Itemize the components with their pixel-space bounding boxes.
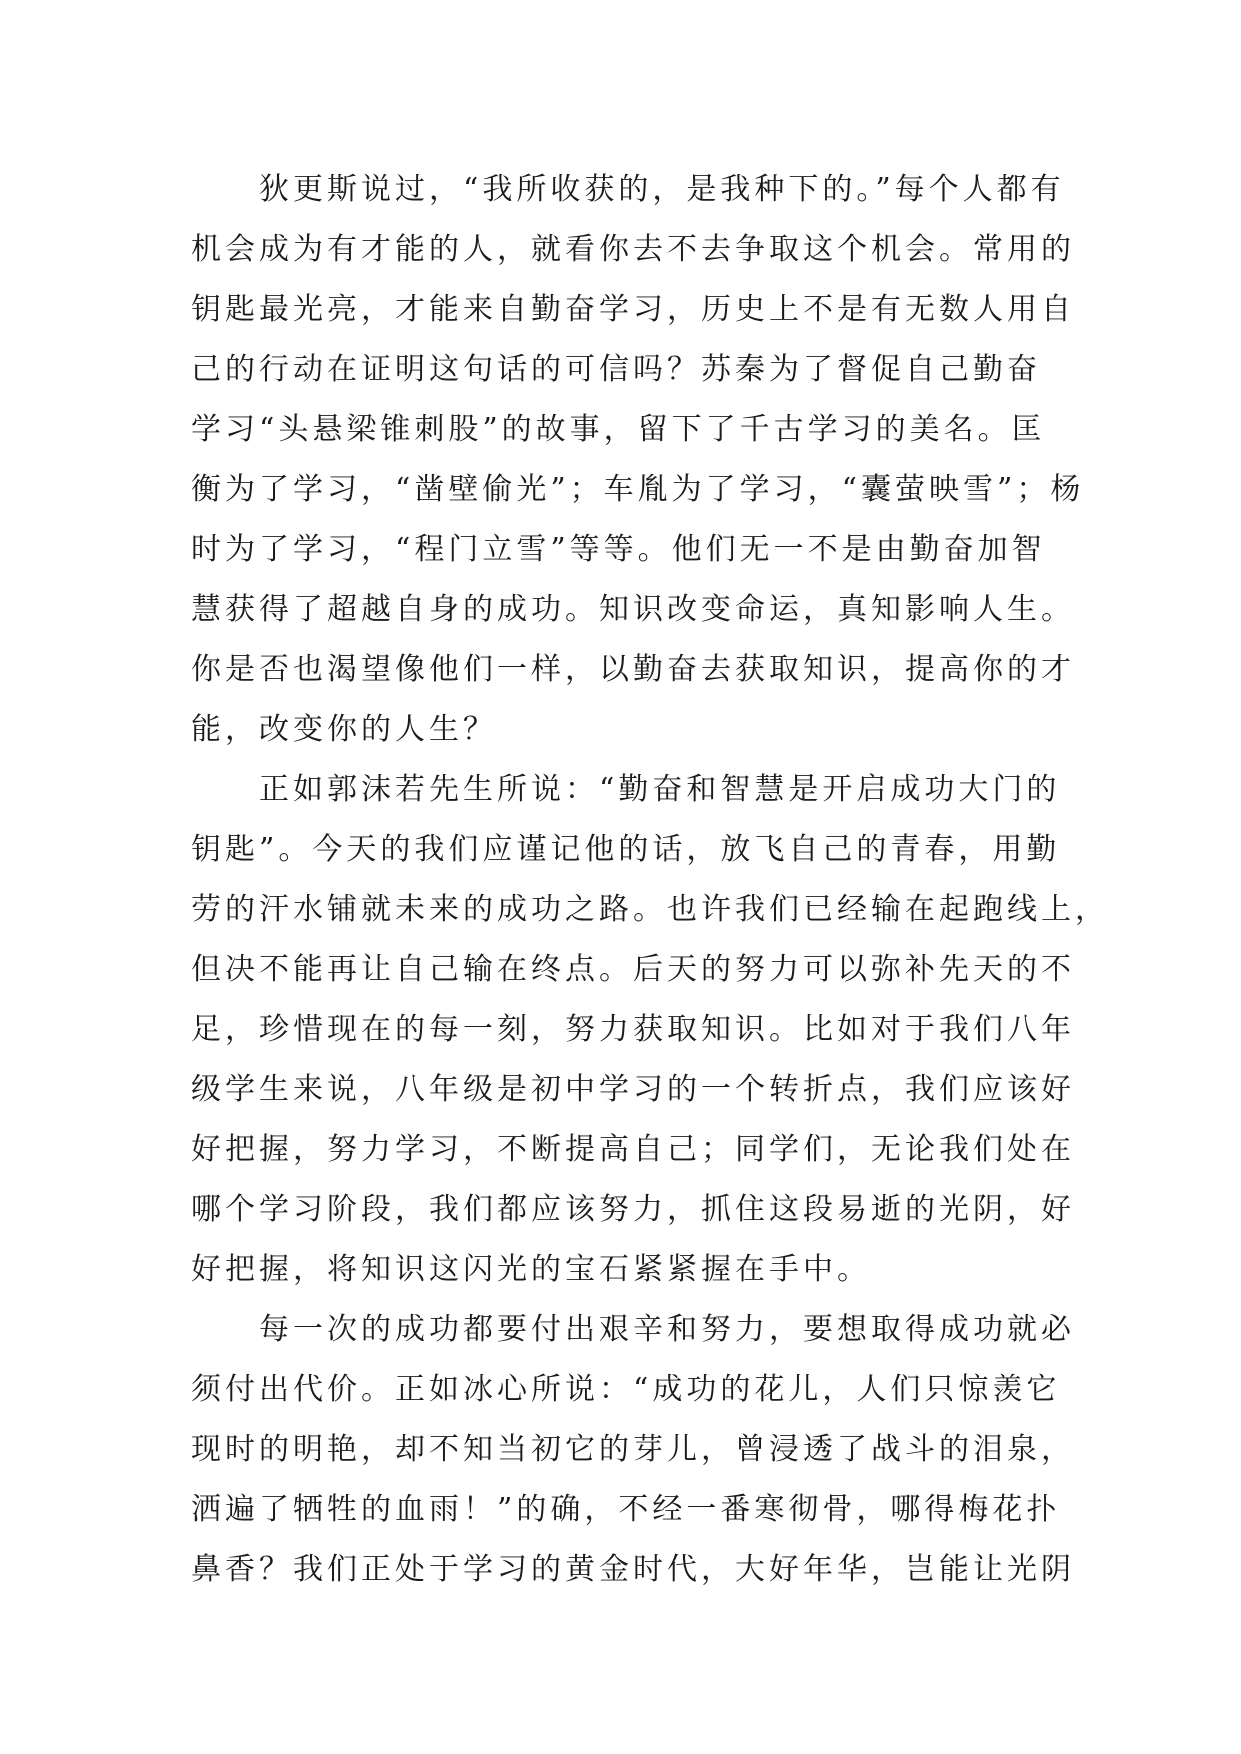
paragraph-2-line-3: 劳的汗水铺就未来的成功之路。也许我们已经输在起跑线上，: [191, 892, 1109, 927]
paragraph-3-line-4: 洒遍了牺牲的血雨！”的确，不经一番寒彻骨，哪得梅花扑: [191, 1492, 1061, 1527]
paragraph-3-line-2: 须付出代价。正如冰心所说：“成功的花儿，人们只惊羡它: [191, 1372, 1061, 1407]
paragraph-2-line-7: 好把握，努力学习，不断提高自己；同学们，无论我们处在: [191, 1132, 1075, 1167]
paragraph-1-line-6: 衡为了学习，“凿壁偷光”；车胤为了学习，“囊萤映雪”；杨: [191, 472, 1085, 507]
paragraph-1-line-7: 时为了学习，“程门立雪”等等。他们无一不是由勤奋加智: [191, 532, 1046, 567]
paragraph-1-line-5: 学习“头悬梁锥刺股”的故事，留下了千古学习的美名。匡: [191, 412, 1046, 447]
paragraph-2-line-9: 好把握，将知识这闪光的宝石紧紧握在手中。: [191, 1252, 871, 1287]
paragraph-1-line-10: 能，改变你的人生？: [191, 712, 497, 747]
paragraph-1-line-9: 你是否也渴望像他们一样，以勤奋去获取知识，提高你的才: [191, 652, 1075, 687]
paragraph-1-line-2: 机会成为有才能的人，就看你去不去争取这个机会。常用的: [191, 232, 1075, 267]
paragraph-2-line-4: 但决不能再让自己输在终点。后天的努力可以弥补先天的不: [191, 952, 1075, 987]
paragraph-2-line-8: 哪个学习阶段，我们都应该努力，抓住这段易逝的光阴，好: [191, 1192, 1075, 1227]
paragraph-3-line-1: 每一次的成功都要付出艰辛和努力，要想取得成功就必: [259, 1312, 1075, 1347]
paragraph-2-line-6: 级学生来说，八年级是初中学习的一个转折点，我们应该好: [191, 1072, 1075, 1107]
body-text: [191, 160, 1109, 1600]
paragraph-1-line-3: 钥匙最光亮，才能来自勤奋学习，历史上不是有无数人用自: [191, 292, 1075, 327]
paragraph-1-line-8: 慧获得了超越自身的成功。知识改变命运，真知影响人生。: [191, 592, 1075, 627]
paragraph-1-line-1: 狄更斯说过，“我所收获的，是我种下的。”每个人都有: [259, 172, 1065, 207]
paragraph-3-line-3: 现时的明艳，却不知当初它的芽儿，曾浸透了战斗的泪泉，: [191, 1432, 1075, 1467]
paragraph-2-line-5: 足，珍惜现在的每一刻，努力获取知识。比如对于我们八年: [191, 1012, 1075, 1047]
paragraph-3-line-5: 鼻香？我们正处于学习的黄金时代，大好年华，岂能让光阴: [191, 1552, 1075, 1587]
paragraph-1-line-4: 己的行动在证明这句话的可信吗？苏秦为了督促自己勤奋: [191, 352, 1041, 387]
paragraph-2-line-2: 钥匙”。今天的我们应谨记他的话，放飞自己的青春，用勤: [191, 832, 1061, 867]
paragraph-2-line-1: 正如郭沫若先生所说：“勤奋和智慧是开启成功大门的: [259, 772, 1061, 807]
